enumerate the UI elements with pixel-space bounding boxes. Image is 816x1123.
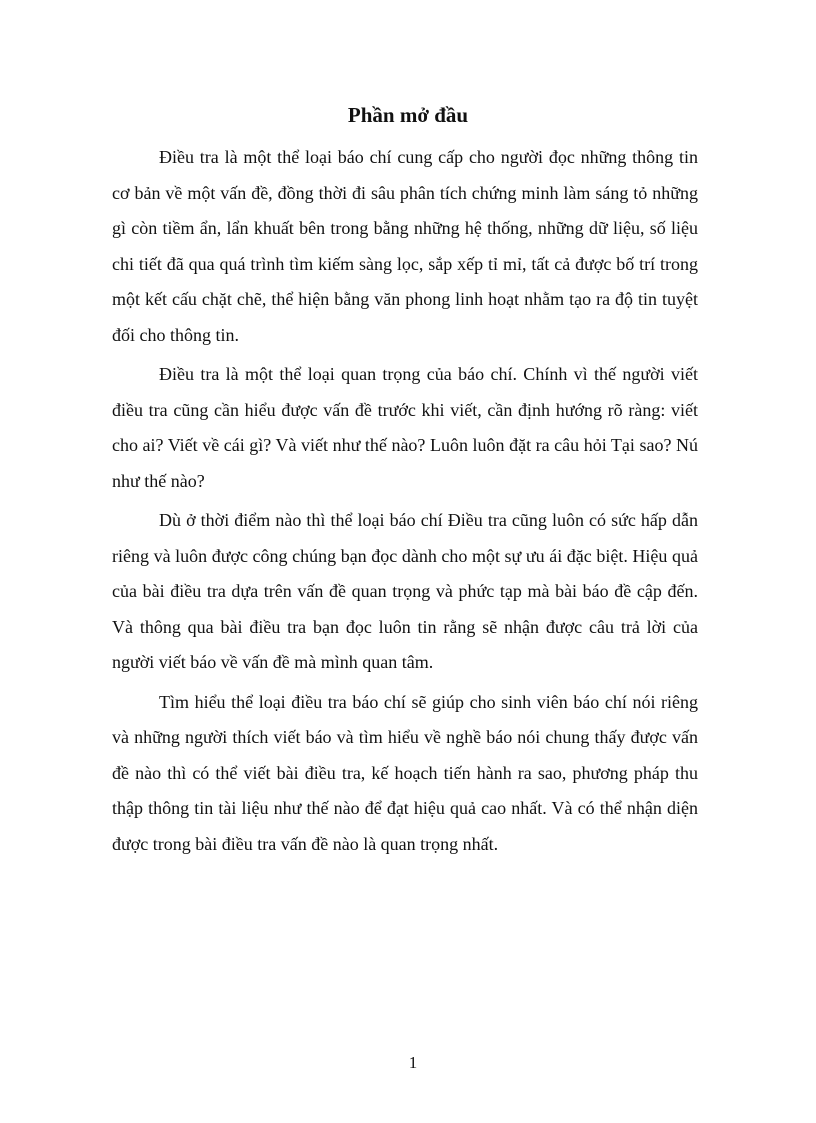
body-text <box>112 140 698 866</box>
paragraph-4: Tìm hiểu thể loại điều tra báo chí sẽ giúp cho sinh viên báo chí nói riêng và những người thích viết báo và tìm hiểu về nghề báo nói chung thấy được vấn đề nào thì có thể viết bài điều tra, kế hoạch tiến hành ra sao, phương pháp thu thập thông tin tài liệu như thế nào để đạt hiệu quả cao nhất. Và có thể nhận diện được trong bài điều tra vấn đề nào là quan trọng nhất. <box>112 691 698 854</box>
paragraph-2: Điều tra là một thể loại quan trọng của báo chí. Chính vì thế người viết điều tra cũng cần hiểu được vấn đề trước khi viết, cần định hướng rõ ràng: viết cho ai? Viết về cái gì? Và viết như thế nào? Luôn luôn đặt ra câu hỏi Tại sao? Nú như thế nào? <box>112 364 698 491</box>
page-title: Phần mở đầu <box>347 103 469 127</box>
paragraph-1: Điều tra là một thể loại báo chí cung cấp cho người đọc những thông tin cơ bản về một vấn đề, đồng thời đi sâu phân tích chứng minh làm sáng tỏ những gì còn tiềm ẩn, lẩn khuất bên trong bằng những hệ thống, những dữ liệu, số liệu chi tiết đã qua quá trình tìm kiếm sàng lọc, sắp xếp tỉ mỉ, tất cả được bố trí trong một kết cấu chặt chẽ, thể hiện bằng văn phong linh hoạt nhằm tạo ra độ tin tuyệt đối cho thông tin. <box>112 147 698 345</box>
page-number: 1 <box>408 1053 418 1072</box>
paragraph-3: Dù ở thời điểm nào thì thể loại báo chí Điều tra cũng luôn có sức hấp dẫn riêng và luôn được công chúng bạn đọc dành cho một sự ưu ái đặc biệt. Hiệu quả của bài điều tra dựa trên vấn đề quan trọng và phức tạp mà bài báo đề cập đến. Và thông qua bài điều tra bạn đọc luôn tin rằng sẽ nhận được câu trả lời của người viết báo về vấn đề mà mình quan tâm. <box>112 510 698 672</box>
